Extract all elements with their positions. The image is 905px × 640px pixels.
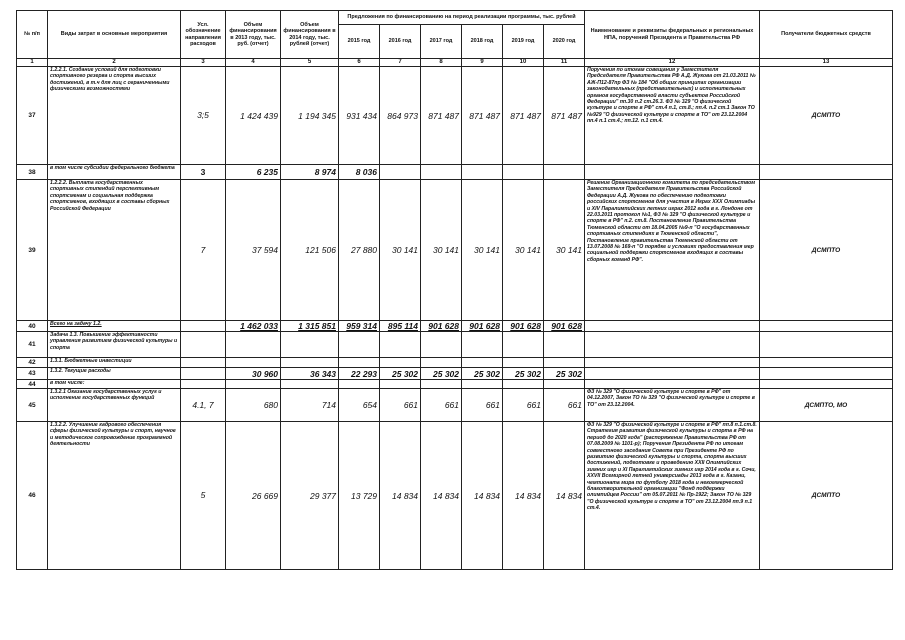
header-proposals: Предложения по финансированию на период реализации программы, тыс. рублей	[339, 11, 585, 25]
row-number: 45	[17, 389, 48, 422]
row-y2018	[462, 165, 503, 180]
row-fin-2014: 29 377	[281, 422, 339, 570]
row-description: 1.2.2.1. Создание условий для подготовки спортивного резерва и спорта высших достижений, в т.ч для лиц с ограниченными физическими возможностями	[48, 67, 181, 165]
table-row	[17, 332, 893, 358]
row-recipient	[760, 165, 893, 180]
row-y2017: 30 141	[421, 180, 462, 321]
row-y2019	[503, 332, 544, 358]
row-y2020: 901 628	[544, 321, 585, 332]
row-number: 41	[17, 332, 48, 358]
row-y2017: 14 834	[421, 422, 462, 570]
row-number: 42	[17, 358, 48, 368]
row-y2015: 27 880	[339, 180, 380, 321]
header-fin-2013: Объем финансирования в 2013 году, тыс. руб. (отчет)	[226, 11, 281, 59]
col-index: 3	[181, 59, 226, 67]
row-y2019: 901 628	[503, 321, 544, 332]
row-y2019	[503, 165, 544, 180]
row-fin-2013: 37 594	[226, 180, 281, 321]
col-index: 1	[17, 59, 48, 67]
row-y2015	[339, 380, 380, 389]
row-y2017: 871 487	[421, 67, 462, 165]
row-y2015: 959 314	[339, 321, 380, 332]
row-y2015: 654	[339, 389, 380, 422]
header-fin-2014: Объем финансирования в 2014 году, тыс. рублей (отчет)	[281, 11, 339, 59]
col-index: 7	[380, 59, 421, 67]
row-y2017: 25 302	[421, 368, 462, 380]
row-fin-2013: 680	[226, 389, 281, 422]
table-row	[17, 321, 893, 332]
row-fin-2014: 1 315 851	[281, 321, 339, 332]
row-y2018: 871 487	[462, 67, 503, 165]
row-y2020	[544, 358, 585, 368]
row-y2020	[544, 165, 585, 180]
row-fin-2013	[226, 380, 281, 389]
row-recipient: ДСМПТО	[760, 67, 893, 165]
row-description: 1.3.2. Текущие расходы	[48, 368, 181, 380]
row-y2016: 25 302	[380, 368, 421, 380]
row-fin-2013: 26 669	[226, 422, 281, 570]
header-requisites: Наименование и реквизиты федеральных и региональных НПА, поручений Президента и Правительства РФ	[585, 11, 760, 59]
row-requisites	[585, 332, 760, 358]
row-y2019: 661	[503, 389, 544, 422]
row-recipient: ДСМПТО	[760, 422, 893, 570]
col-index: 4	[226, 59, 281, 67]
table-row	[17, 358, 893, 368]
row-fin-2014	[281, 380, 339, 389]
row-y2017	[421, 332, 462, 358]
row-recipient	[760, 321, 893, 332]
row-y2018: 901 628	[462, 321, 503, 332]
row-y2020	[544, 332, 585, 358]
row-y2019: 871 487	[503, 67, 544, 165]
row-y2016: 661	[380, 389, 421, 422]
header-year-2015: 2015 год	[339, 25, 380, 59]
row-description: 1.3.2.2. Улучшение кадрового обеспечения сферы физической культуры и спорт, научное и методическое сопровождение программной деятельности	[48, 422, 181, 570]
row-fin-2013	[226, 332, 281, 358]
table-row	[17, 165, 893, 180]
table-row	[17, 380, 893, 389]
row-y2020: 14 834	[544, 422, 585, 570]
row-direction-code: 5	[181, 422, 226, 570]
row-recipient	[760, 368, 893, 380]
row-y2016: 30 141	[380, 180, 421, 321]
row-requisites: ФЗ № 329 "О физической культуре и спорте в РФ" от 04.12.2007, Закон ТО № 329 "О физической культуре и спорте в ТО" от 23.12.2004.	[585, 389, 760, 422]
row-recipient	[760, 380, 893, 389]
row-y2017: 901 628	[421, 321, 462, 332]
row-recipient: ДСМПТО, МО	[760, 389, 893, 422]
row-requisites: Решение Организационного комитета по председательством Заместителя Председателя Правительства Российской Федерации А.Д. Жукова по обеспечению подготовки российских спортсменов для участия в Играх XXX Олимпиады и XIV Паралимпийских летних играх 2012 года в г. Лондоне от 22.03.2011 протокол №1, ФЗ № 329 "О физической культуре и спорте в РФ" п.2. ст.8. Постановление Правительства Тюменской области от 18.04.2005 №9-п "О государственных спортивных стипендиях в Тюменской области", Постановление правительства Тюменской области от 13.07.2008 № 169-п "О порядке и условиях предоставления мер социальной поддержки спортсменов входящих в составы сборных команд РФ".	[585, 180, 760, 321]
row-description: Задача 1.3. Повышение эффективности управления развитием физической культуры и спорта	[48, 332, 181, 358]
row-fin-2014: 8 974	[281, 165, 339, 180]
row-number: 46	[17, 422, 48, 570]
row-y2016: 864 973	[380, 67, 421, 165]
header-year-2019: 2019 год	[503, 25, 544, 59]
row-y2016	[380, 380, 421, 389]
row-direction-code: 7	[181, 180, 226, 321]
col-index: 8	[421, 59, 462, 67]
row-direction-code	[181, 332, 226, 358]
row-y2017: 661	[421, 389, 462, 422]
row-requisites	[585, 321, 760, 332]
row-fin-2014	[281, 358, 339, 368]
row-fin-2013: 1 424 439	[226, 67, 281, 165]
row-y2020: 30 141	[544, 180, 585, 321]
row-description: в том числе субсидии федерального бюджета	[48, 165, 181, 180]
row-number: 40	[17, 321, 48, 332]
table-row	[17, 368, 893, 380]
row-direction-code	[181, 321, 226, 332]
header-cond-direction: Усл. обозначение направления расходов	[181, 11, 226, 59]
header-year-2016: 2016 год	[380, 25, 421, 59]
row-y2019	[503, 380, 544, 389]
row-direction-code	[181, 358, 226, 368]
row-y2020: 871 487	[544, 67, 585, 165]
row-requisites: Поручения по итогам совещания у Заместителя Председателя Правительства РФ А.Д. Жукова от 21.03.2011 № АЖ-П12-87пр ФЗ № 184 "Об общих принципах организации законодательных (представительных) и исполнительных органов государственной власти субъектов Российской Федерации" пп.30 п.2 ст.26.3. ФЗ № 329 "О физической культуре и спорте в РФ" ст.4 п.1, ст.8.; пп.4. п.2 ст.1 Закон ТО №929 "О физической культуре и спорте в ТО" от 23.12.2004 пп.4 п.1 ст.4.; пп.12. п.1 ст.4.	[585, 67, 760, 165]
row-recipient	[760, 332, 893, 358]
col-index: 5	[281, 59, 339, 67]
col-index: 9	[462, 59, 503, 67]
row-y2016: 895 114	[380, 321, 421, 332]
row-y2018: 30 141	[462, 180, 503, 321]
row-fin-2014: 121 506	[281, 180, 339, 321]
row-y2016: 14 834	[380, 422, 421, 570]
row-requisites	[585, 165, 760, 180]
col-index: 11	[544, 59, 585, 67]
row-direction-code: 3;5	[181, 67, 226, 165]
row-fin-2014: 36 343	[281, 368, 339, 380]
row-y2015: 22 293	[339, 368, 380, 380]
row-description: в том числе:	[48, 380, 181, 389]
row-y2018: 661	[462, 389, 503, 422]
row-y2016	[380, 358, 421, 368]
row-y2018	[462, 380, 503, 389]
row-y2015	[339, 358, 380, 368]
table-row	[17, 67, 893, 165]
row-fin-2014: 1 194 345	[281, 67, 339, 165]
row-y2015: 13 729	[339, 422, 380, 570]
program-financing-table	[16, 10, 893, 570]
row-fin-2013: 30 960	[226, 368, 281, 380]
row-number: 37	[17, 67, 48, 165]
header-year-2020: 2020 год	[544, 25, 585, 59]
row-y2015: 8 036	[339, 165, 380, 180]
row-fin-2013	[226, 358, 281, 368]
row-y2019: 30 141	[503, 180, 544, 321]
row-description: Всего на задачу 1.2.	[48, 321, 181, 332]
row-number: 38	[17, 165, 48, 180]
row-fin-2014	[281, 332, 339, 358]
row-y2020: 25 302	[544, 368, 585, 380]
row-y2015	[339, 332, 380, 358]
row-y2019: 25 302	[503, 368, 544, 380]
row-y2020	[544, 380, 585, 389]
col-index: 12	[585, 59, 760, 67]
row-y2017	[421, 358, 462, 368]
row-requisites	[585, 380, 760, 389]
row-requisites	[585, 358, 760, 368]
row-y2019	[503, 358, 544, 368]
row-description: 1.3.1. Бюджетные инвестиции	[48, 358, 181, 368]
row-direction-code: 3	[181, 165, 226, 180]
table-row	[17, 389, 893, 422]
header-year-2017: 2017 год	[421, 25, 462, 59]
row-y2018	[462, 332, 503, 358]
row-direction-code: 4.1, 7	[181, 389, 226, 422]
row-requisites: ФЗ № 329 "О физической культуре и спорте в РФ" пп.8 п.1.ст.8. Стратегия развития физической культуры и спорта в РФ на период до 2020 года" (распоряжение Правительства РФ от 07.08.2009 № 1101-р); Поручения Президента РФ по итогам совместного заседания Совета при Президенте РФ по развитию физической культуры и спорта, спорта высших достижений, подготовке и проведению XXII Олимпийских зимних игр и XI Паралимпийских зимних игр 2014 года в г. Сочи, XXVII Всемирной летней универсиады 2013 года в г. Казани, чемпионата мира по футболу 2018 года и некоммерческой благотворительной организации "Фонд поддержки олимпийцев России" от 05.07.2011 № Пр-1922; Закон ТО № 329 "О физической культуре и спорте в ТО" от 23.12.2004 пп.9 п.1 ст.4.	[585, 422, 760, 570]
row-direction-code	[181, 368, 226, 380]
row-description: 1.3.2.1 Оказание государственных услуг и исполнение государственных функций	[48, 389, 181, 422]
row-requisites	[585, 368, 760, 380]
row-y2016	[380, 332, 421, 358]
header-num: № п/п	[17, 11, 48, 59]
row-y2020: 661	[544, 389, 585, 422]
row-number: 39	[17, 180, 48, 321]
header-year-2018: 2018 год	[462, 25, 503, 59]
row-y2018: 25 302	[462, 368, 503, 380]
table-row	[17, 422, 893, 570]
row-y2017	[421, 380, 462, 389]
row-y2016	[380, 165, 421, 180]
row-fin-2014: 714	[281, 389, 339, 422]
row-fin-2013: 6 235	[226, 165, 281, 180]
row-y2018: 14 834	[462, 422, 503, 570]
table-row	[17, 180, 893, 321]
row-fin-2013: 1 462 033	[226, 321, 281, 332]
col-index: 13	[760, 59, 893, 67]
row-y2017	[421, 165, 462, 180]
row-number: 43	[17, 368, 48, 380]
row-y2019: 14 834	[503, 422, 544, 570]
header-expense-types: Виды затрат в основные мероприятия	[48, 11, 181, 59]
col-index: 2	[48, 59, 181, 67]
col-index: 6	[339, 59, 380, 67]
row-number: 44	[17, 380, 48, 389]
row-recipient	[760, 358, 893, 368]
col-index: 10	[503, 59, 544, 67]
row-y2015: 931 434	[339, 67, 380, 165]
row-description: 1.2.2.2. Выплата государственных спортивных стипендий перспективным спортсменам и социальная поддержка спортсменов, входящих в составы сборных Российской Федерации	[48, 180, 181, 321]
row-y2018	[462, 358, 503, 368]
row-direction-code	[181, 380, 226, 389]
header-recipients: Получатели бюджетных средств	[760, 11, 893, 59]
row-recipient: ДСМПТО	[760, 180, 893, 321]
